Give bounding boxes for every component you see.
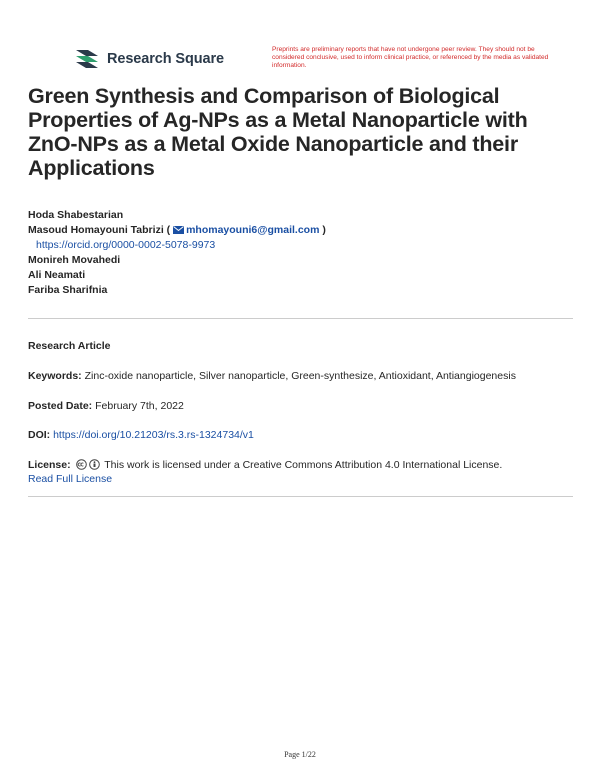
logo-text: Research Square: [107, 51, 224, 67]
header: [74, 46, 549, 76]
page-number: Page 1/22: [284, 750, 316, 759]
orcid-link[interactable]: https://orcid.org/0000-0002-5078-9973: [36, 239, 216, 251]
author-email-link[interactable]: mhomayouni6@gmail.com: [186, 224, 320, 236]
keywords-value: Zinc-oxide nanoparticle, Silver nanoparticle, Green-synthesize, Antioxidant, Antiangiogenesis: [84, 370, 516, 382]
keywords-label: Keywords:: [28, 370, 82, 382]
preprint-disclaimer: Preprints are preliminary reports that have not undergone peer review. They should not be considered conclusive, used to inform clinical practice, or referenced by the media as validated information.: [272, 46, 549, 69]
license-label: License:: [28, 459, 71, 471]
author-name: Hoda Shabestarian: [28, 209, 124, 221]
cc-icons: [76, 459, 100, 470]
posted-date-label: Posted Date:: [28, 400, 93, 412]
paper-title: Green Synthesis and Comparison of Biological Properties of Ag-NPs as a Metal Nanoparticle with ZnO-NPs as a Metal Oxide Nanoparticle and their Applications: [28, 84, 528, 180]
author-name: Ali Neamati: [28, 269, 86, 281]
creative-commons-icon: [76, 459, 87, 470]
article-type: Research Article: [28, 340, 111, 352]
mail-icon: [173, 226, 184, 234]
author-name: Fariba Sharifnia: [28, 284, 108, 296]
research-square-logo-icon: [74, 48, 100, 70]
attribution-icon: [89, 459, 100, 470]
license-text: This work is licensed under a Creative Commons Attribution 4.0 International License.: [104, 459, 503, 471]
license-row: [28, 458, 573, 486]
doi-link[interactable]: https://doi.org/10.21203/rs.3.rs-1324734/v1: [53, 429, 254, 441]
posted-date-value: February 7th, 2022: [95, 400, 184, 412]
divider: [28, 318, 573, 319]
doi-label: DOI:: [28, 429, 51, 441]
author-name-corresponding: Masoud Homayouni Tabrizi ( mhomayouni6@gmail.com ): [28, 224, 326, 236]
author-name: Monireh Movahedi: [28, 254, 121, 266]
keywords-row: [28, 369, 573, 383]
divider: [28, 496, 573, 497]
research-square-logo[interactable]: [74, 48, 224, 70]
read-full-license-link[interactable]: Read Full License: [28, 473, 113, 485]
posted-date-row: [28, 399, 573, 413]
author-name-text: Masoud Homayouni Tabrizi: [28, 224, 164, 236]
author-list: [28, 208, 568, 298]
doi-row: [28, 428, 573, 442]
